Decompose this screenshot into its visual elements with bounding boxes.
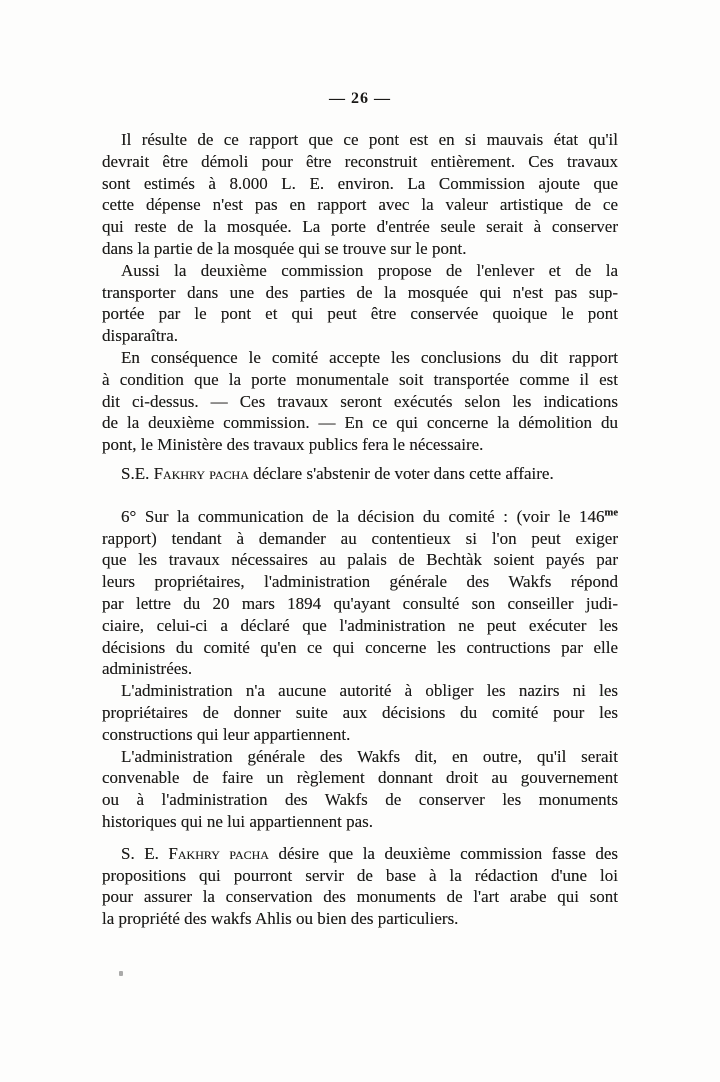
text-segment: pour assurer la conservation des monuments de l'art arabe qui sont [102,887,618,907]
paragraph-point-6-wakfs [102,506,618,680]
text-segment: par lettre du 20 mars 1894 qu'ayant consulté son conseiller judi- [102,593,618,613]
text-segment: En conséquence le comité accepte les conclusions du dit rapport [121,347,618,367]
text-segment: L'administration n'a aucune autorité à obliger les nazirs ni les [121,681,618,701]
text-segment: portée par le pont et qui peut être conservée quoique le pont [102,304,618,324]
text-line [102,615,618,637]
text-line [102,811,618,833]
text-segment: dit ci-dessus. — Ces travaux seront exécutés selon les indications [102,391,618,411]
text-segment: qui reste de la mosquée. La porte d'entrée seule serait à conserver [102,217,618,237]
text-segment: ou à l'administration des Wakfs de conserver les monuments [102,790,618,810]
text-line [102,528,618,550]
text-line [102,369,618,391]
text-segment: 6° Sur la communication de la décision du comité : (voir le 146 [121,506,605,526]
text-line [102,434,618,456]
text-segment: transporter dans une des parties de la mosquée qui n'est pas sup- [102,282,618,302]
page-number: — 26 — [329,90,391,107]
text-segment: L'administration générale des Wakfs dit, en outre, qu'il serait [121,746,618,766]
text-line [102,549,618,571]
paragraph-reglement-gouvernement [102,746,618,833]
text-line [102,412,618,434]
text-segment: de la deuxième commission. — En ce qui concerne la démolition du [102,413,618,433]
text-line [102,347,618,369]
text-segment: Il résulte de ce rapport que ce pont est en si mauvais état qu'il [121,130,618,149]
text-line [102,658,618,680]
text-segment: désire que la deuxième commission fasse des [268,843,618,863]
text-line [102,325,618,347]
paragraph-rapport-pont [102,129,618,260]
text-line [102,282,618,304]
text-line [102,506,618,528]
text-line [102,746,618,768]
text-line [102,216,618,238]
text-line [102,724,618,746]
speaker-name-smallcaps: Fakhry pacha [168,843,269,863]
text-segment: cette dépense n'est pas en rapport avec la valeur artistique de ce [102,195,618,215]
paragraph-administration-autorite [102,680,618,745]
paragraph-conclusions-comite [102,347,618,456]
text-line [102,238,618,260]
text-line [102,303,618,325]
text-line [102,843,618,865]
speaker-name-smallcaps: Fakhry pacha [153,463,249,483]
text-segment: rapport) tendant à demander au contentieux si l'on peut exiger [102,528,618,548]
text-line [102,767,618,789]
text-block [102,129,618,930]
superscript-ordinal: me [604,507,618,519]
text-segment: dans la partie de la mosquée qui se trouve sur le pont. [102,238,467,258]
text-segment: Aussi la deuxième commission propose de l'enlever et de la [121,260,618,280]
text-segment: déclare s'abstenir de voter dans cette affaire. [248,463,554,483]
text-line [102,637,618,659]
text-line [102,194,618,216]
text-line [102,908,618,930]
text-segment: constructions qui leur appartiennent. [102,724,351,744]
paragraph-fakhry-propositions [102,843,618,930]
text-segment: ciaire, celui-ci a déclaré que l'administration ne peut exécuter les [102,615,618,635]
text-segment: que les travaux nécessaires au palais de Bechtàk soient payés par [102,550,618,570]
text-line [102,865,618,887]
text-segment: propriétaires de donner suite aux décisions du comité pour les [102,702,618,722]
paragraph-deuxieme-commission [102,260,618,347]
text-segment: leurs propriétaires, l'administration générale des Wakfs répond [102,572,618,592]
text-line [102,702,618,724]
text-line [102,593,618,615]
text-line [102,789,618,811]
text-segment: propositions qui pourront servir de base à la rédaction d'une loi [102,865,618,885]
text-line [102,260,618,282]
text-segment: disparaîtra. [102,326,178,346]
text-line [102,680,618,702]
text-segment: historiques qui ne lui appartiennent pas. [102,811,373,831]
text-segment: administrées. [102,659,193,679]
text-segment: pont, le Ministère des travaux publics fera le nécessaire. [102,435,484,455]
text-segment: devrait être démoli pour être reconstruit entièrement. Ces travaux [102,151,618,171]
text-line [102,151,618,173]
text-line [102,173,618,195]
ink-speck-artifact [119,971,123,976]
paragraph-fakhry-abstention [102,463,618,485]
text-line [102,391,618,413]
text-line [102,886,618,908]
text-segment: S. E. [121,843,169,863]
text-segment: décisions du comité qu'en ce qui concerne les contructions par elle [102,637,618,657]
text-line [102,129,618,151]
text-segment: à condition que la porte monumentale soit transportée comme il est [102,369,618,389]
text-segment: convenable de faire un règlement donnant droit au gouvernement [102,768,618,788]
text-segment: sont estimés à 8.000 L. E. environ. La Commission ajoute que [102,173,618,193]
text-line [102,571,618,593]
text-line [102,463,618,485]
text-segment: S.E. [121,463,154,483]
text-segment: la propriété des wakfs Ahlis ou bien des particuliers. [102,909,459,929]
